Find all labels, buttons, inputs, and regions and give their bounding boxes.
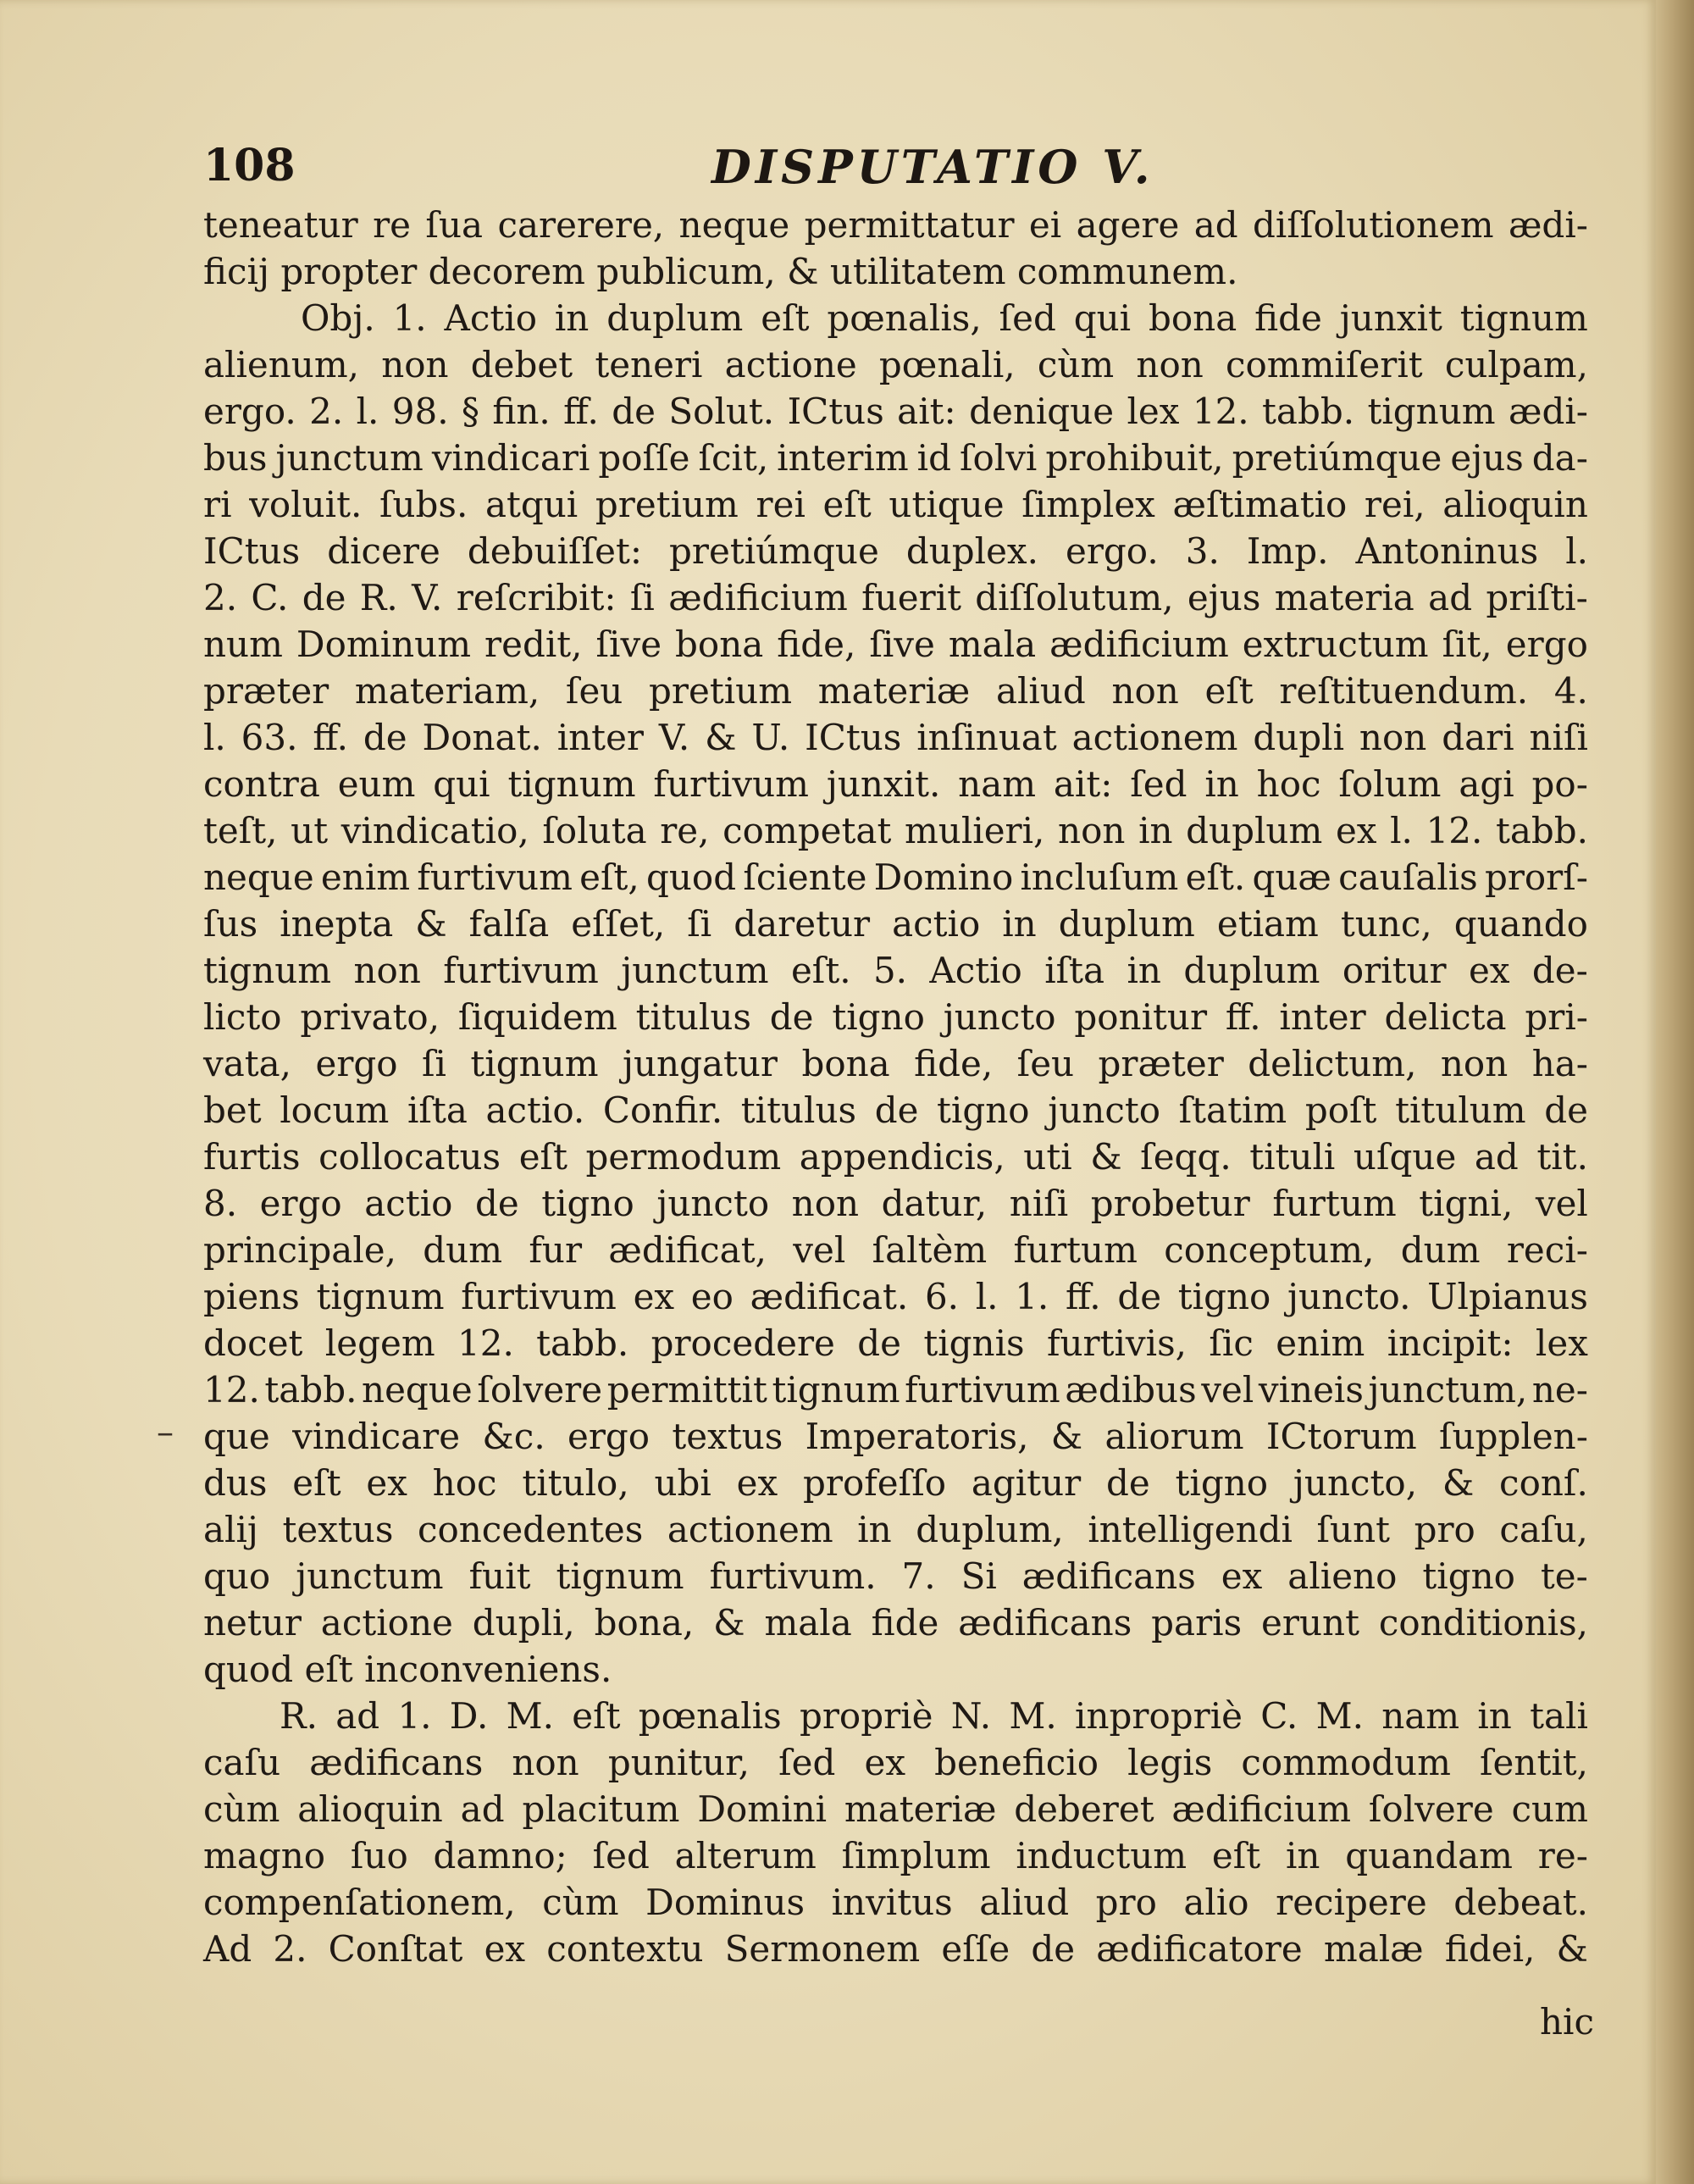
text-line: præter materiam, ſeu pretium materiæ aliud non eſt reſtituendum. 4. bbox=[203, 670, 1588, 712]
text-line: netur actione dupli, bona, & mala fide ædificans paris erunt conditionis, bbox=[203, 1602, 1588, 1644]
text-line: teſt, ut vindicatio, ſoluta re, competat mulieri, non in duplum ex l. 12. tabb. bbox=[203, 810, 1588, 851]
text-line: vata, ergo ſi tignum jungatur bona fide, ſeu præter delictum, non ha- bbox=[203, 1043, 1588, 1084]
text-line: que vindicare &c. ergo textus Imperatoris, & aliorum ICtorum ſupplen- bbox=[203, 1416, 1588, 1457]
text-body bbox=[203, 202, 1588, 1972]
text-line: quod eſt inconveniens. bbox=[203, 1649, 612, 1690]
text-line: l. 63. ff. de Donat. inter V. & U. ICtus inſinuat actionem dupli non dari niſi bbox=[203, 717, 1588, 758]
text-line: contra eum qui tignum furtivum junxit. nam ait: ſed in hoc ſolum agi po- bbox=[203, 763, 1588, 805]
page-header bbox=[203, 140, 1592, 199]
running-title: DISPUTATIO V. bbox=[711, 140, 1154, 194]
text-line: Ad 2. Conſtat ex contextu Sermonem eſſe de ædificatore malæ fidei, & bbox=[203, 1928, 1588, 1970]
text-line: Obj. 1. Actio in duplum eſt pœnalis, ſed qui bona fide junxit tignum bbox=[301, 297, 1588, 339]
text-line: bet locum iſta actio. Confir. titulus de tigno juncto ſtatim poſt titulum de bbox=[203, 1089, 1588, 1131]
text-line: ergo. 2. l. 98. § fin. ff. de Solut. ICtus ait: denique lex 12. tabb. tignum ædi- bbox=[203, 391, 1588, 432]
text-line: cùm alioquin ad placitum Domini materiæ deberet ædificium ſolvere cum bbox=[203, 1788, 1588, 1830]
text-line: teneatur re ſua carerere, neque permittatur ei agere ad diſſolutionem ædi- bbox=[203, 204, 1588, 246]
text-line: furtis collocatus eſt permodum appendicis, uti & ſeqq. tituli uſque ad tit. bbox=[203, 1136, 1588, 1178]
text-line: ri voluit. ſubs. atqui pretium rei eſt utique ſimplex æſtimatio rei, alioquin bbox=[203, 484, 1588, 525]
text-line: tignum non furtivum junctum eſt. 5. Actio iſta in duplum oritur ex de- bbox=[203, 950, 1588, 991]
text-line: bus junctum vindicari poſſe ſcit, interim id ſolvi prohibuit, pretiúmque ejus da- bbox=[203, 437, 1588, 479]
text-line: 2. C. de R. V. reſcribit: ſi ædificium fuerit diſſolutum, ejus materia ad priſti- bbox=[203, 577, 1588, 618]
text-line: R. ad 1. D. M. eſt pœnalis propriè N. M. inpropriè C. M. nam in tali bbox=[280, 1695, 1588, 1737]
text-line: ICtus dicere debuiſſet: pretiúmque duplex. ergo. 3. Imp. Antoninus l. bbox=[203, 530, 1588, 572]
text-line: magno ſuo damno; ſed alterum ſimplum inductum eſt in quandam re- bbox=[203, 1835, 1588, 1876]
catchword: hic bbox=[1540, 2001, 1595, 2043]
text-line: ſus inepta & falſa eſſet, ſi daretur actio in duplum etiam tunc, quando bbox=[203, 903, 1588, 945]
text-line: licto privato, ſiquidem titulus de tigno juncto ponitur ff. inter delicta pri- bbox=[203, 996, 1588, 1038]
margin-mark: – bbox=[157, 1413, 174, 1452]
text-line: docet legem 12. tabb. procedere de tignis furtivis, ſic enim incipit: lex bbox=[203, 1322, 1588, 1364]
text-line: principale, dum fur ædificat, vel ſaltèm furtum conceptum, dum reci- bbox=[203, 1229, 1588, 1271]
text-line: 8. ergo actio de tigno juncto non datur, niſi probetur furtum tigni, vel bbox=[203, 1183, 1588, 1224]
text-line: compenſationem, cùm Dominus invitus aliud pro alio recipere debeat. bbox=[203, 1882, 1588, 1923]
text-line: num Dominum redit, ſive bona fide, ſive mala ædificium extructum ſit, ergo bbox=[203, 624, 1588, 665]
text-line: ficij propter decorem publicum, & utilitatem communem. bbox=[203, 251, 1238, 292]
text-line: neque enim furtivum eſt, quod ſciente Domino incluſum eſt. quæ cauſalis prorſ- bbox=[203, 856, 1588, 898]
text-line: alij textus concedentes actionem in duplum, intelligendi ſunt pro caſu, bbox=[203, 1509, 1588, 1550]
text-line: caſu ædificans non punitur, ſed ex beneficio legis commodum ſentit, bbox=[203, 1742, 1588, 1783]
text-line: 12. tabb. neque ſolvere permittit tignum furtivum ædibus vel vineis junctum, ne- bbox=[203, 1369, 1588, 1411]
page-edge bbox=[1656, 0, 1694, 2184]
text-line: alienum, non debet teneri actione pœnali, cùm non commiſerit culpam, bbox=[203, 344, 1588, 385]
text-line: piens tignum furtivum ex eo ædificat. 6. l. 1. ff. de tigno juncto. Ulpianus bbox=[203, 1276, 1588, 1317]
text-line: quo junctum fuit tignum furtivum. 7. Si ædificans ex alieno tigno te- bbox=[203, 1555, 1588, 1597]
text-line: dus eſt ex hoc titulo, ubi ex profeſſo agitur de tigno juncto, & conſ. bbox=[203, 1462, 1588, 1504]
page-number: 108 bbox=[203, 140, 296, 191]
